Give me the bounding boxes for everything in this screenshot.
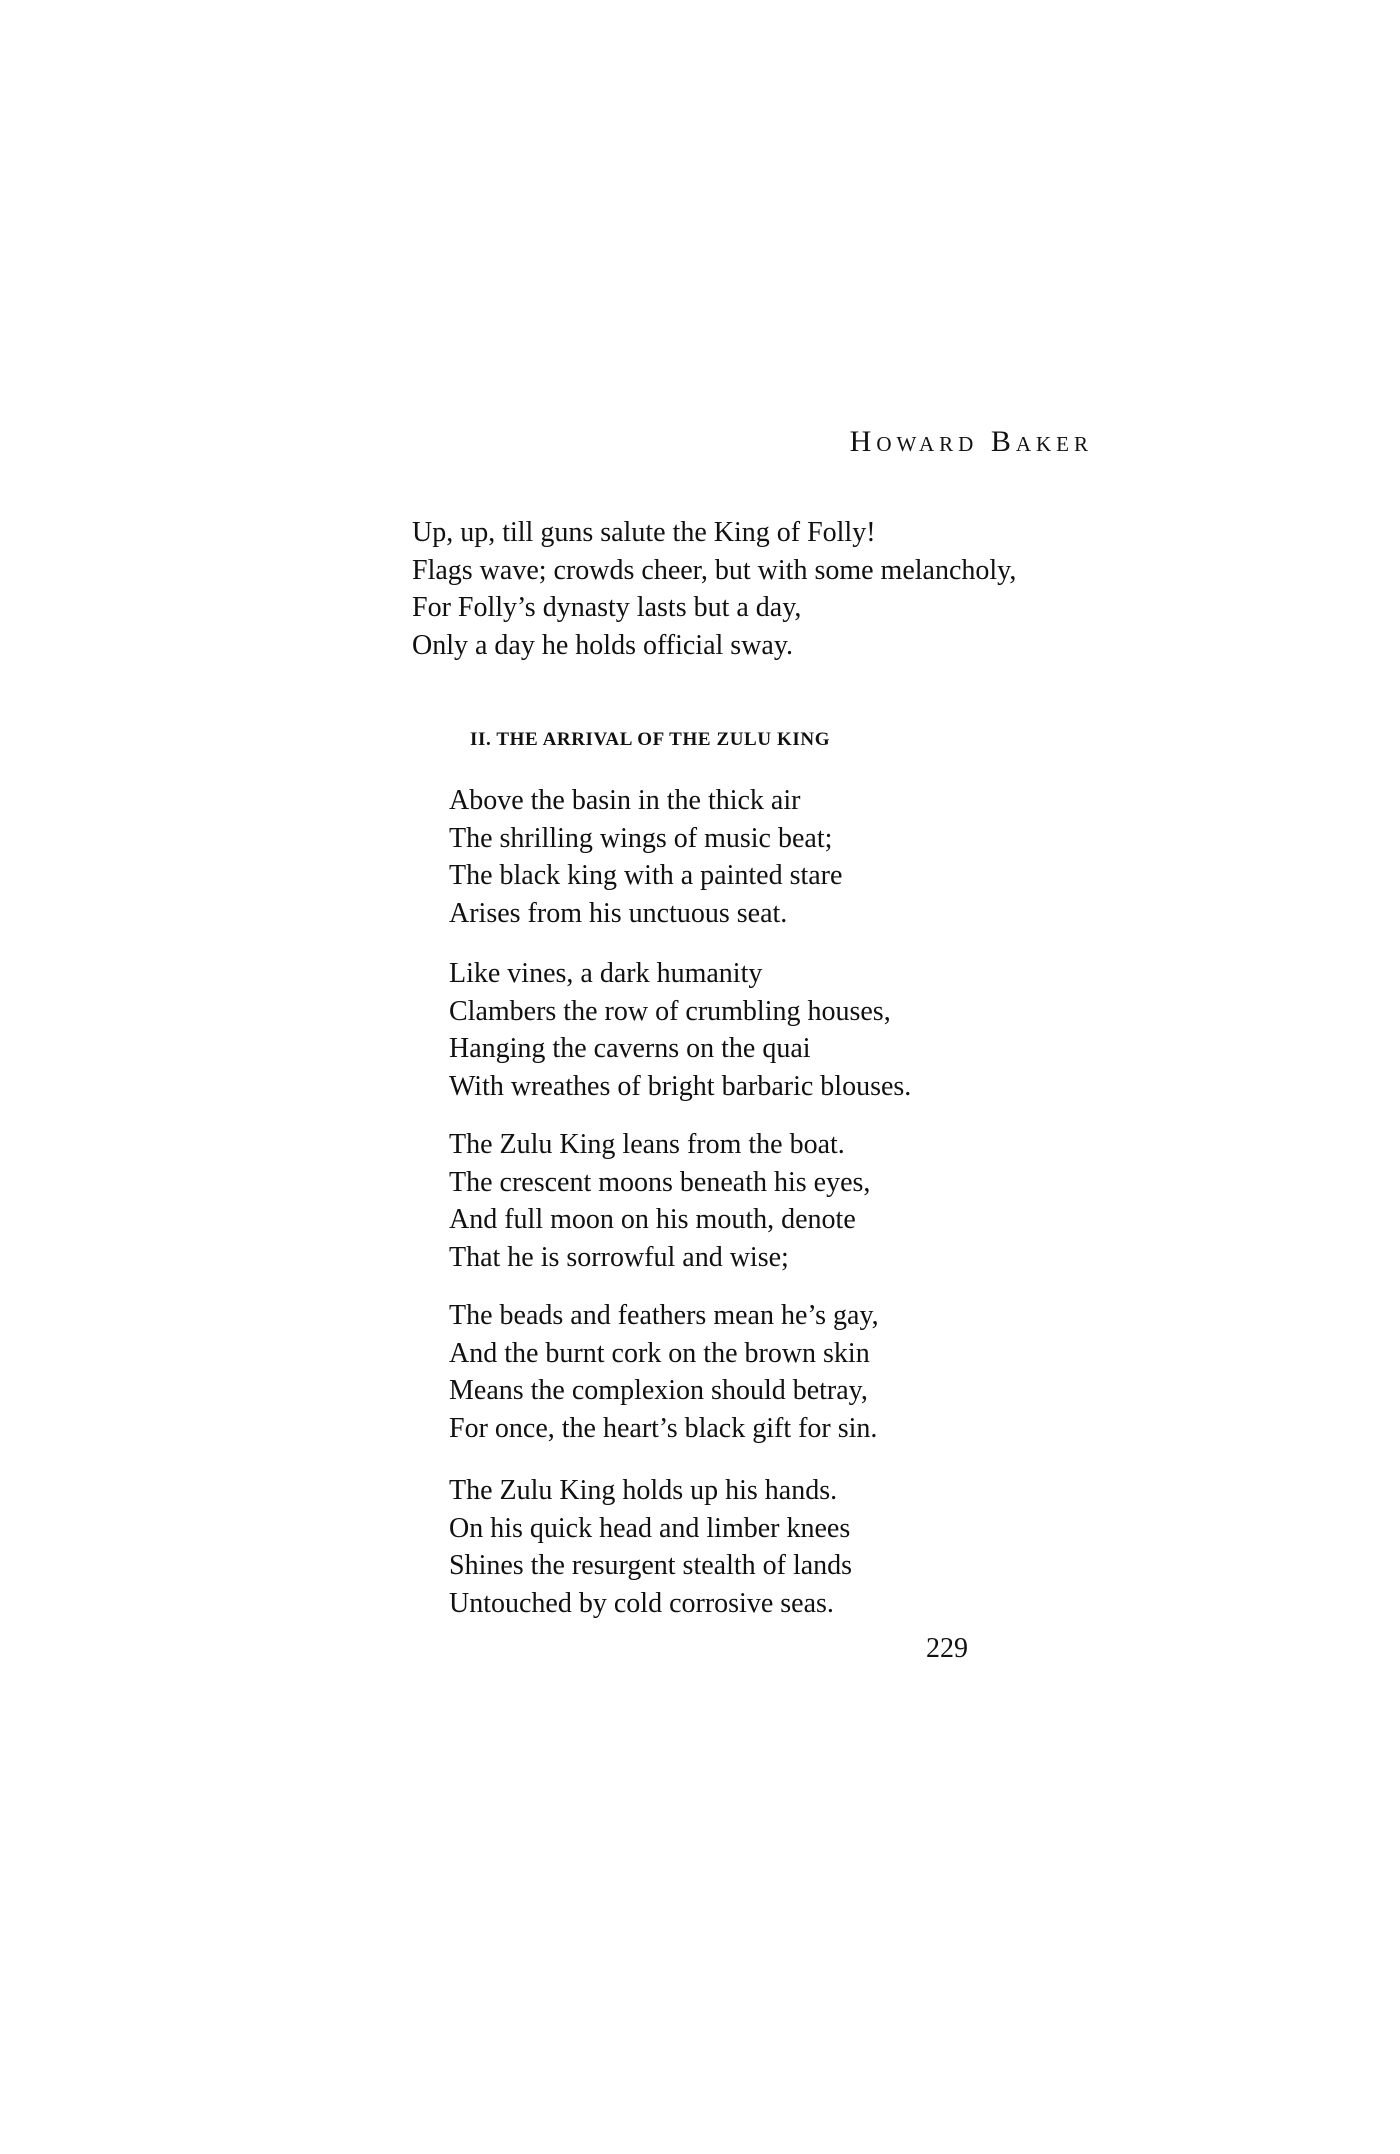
- stanza-1: [449, 782, 842, 932]
- poem-line: Arises from his unctuous seat.: [449, 897, 788, 929]
- poem-line: Only a day he holds official sway.: [412, 629, 794, 661]
- poem-line: Shines the resurgent stealth of lands: [449, 1550, 853, 1581]
- poem-line: With wreathes of bright barbaric blouses.: [449, 1070, 912, 1102]
- stanza-2: [449, 955, 911, 1105]
- poem-line: And full moon on his mouth, denote: [449, 1204, 856, 1235]
- page-number: 229: [926, 1633, 968, 1664]
- opening-stanza: [412, 514, 1016, 664]
- poem-line: Clambers the row of crumbling houses,: [449, 995, 891, 1027]
- poem-line: Above the basin in the thick air: [449, 785, 801, 816]
- poem-line: Hanging the caverns on the quai: [449, 1033, 811, 1064]
- poem-line: The black king with a painted stare: [449, 860, 843, 891]
- stanza-5: [449, 1472, 852, 1622]
- poem-line: The beads and feathers mean he’s gay,: [449, 1300, 879, 1331]
- section-heading: II. THE ARRIVAL OF THE ZULU KING: [470, 729, 831, 750]
- poem-line: Flags wave; crowds cheer, but with some melancholy,: [412, 554, 1017, 586]
- stanza-3: [449, 1126, 870, 1276]
- poem-line: Like vines, a dark humanity: [449, 958, 763, 989]
- stanza-4: [449, 1297, 879, 1447]
- poem-line: On his quick head and limber knees: [449, 1512, 851, 1544]
- poem-line: The Zulu King holds up his hands.: [449, 1475, 838, 1506]
- poem-line: Means the complexion should betray,: [449, 1375, 868, 1406]
- poem-line: And the burnt cork on the brown skin: [449, 1337, 870, 1369]
- poem-line: For Folly’s dynasty lasts but a day,: [412, 592, 802, 623]
- running-head-author: Howard Baker: [849, 425, 1093, 458]
- poem-line: Untouched by cold corrosive seas.: [449, 1587, 834, 1619]
- poem-line: That he is sorrowful and wise;: [449, 1241, 789, 1273]
- poem-line: The shrilling wings of music beat;: [449, 822, 833, 854]
- poem-line: Up, up, till guns salute the King of Folly!: [412, 517, 876, 548]
- poem-line: The Zulu King leans from the boat.: [449, 1129, 845, 1160]
- poem-line: The crescent moons beneath his eyes,: [449, 1166, 871, 1198]
- poem-line: For once, the heart’s black gift for sin.: [449, 1412, 878, 1444]
